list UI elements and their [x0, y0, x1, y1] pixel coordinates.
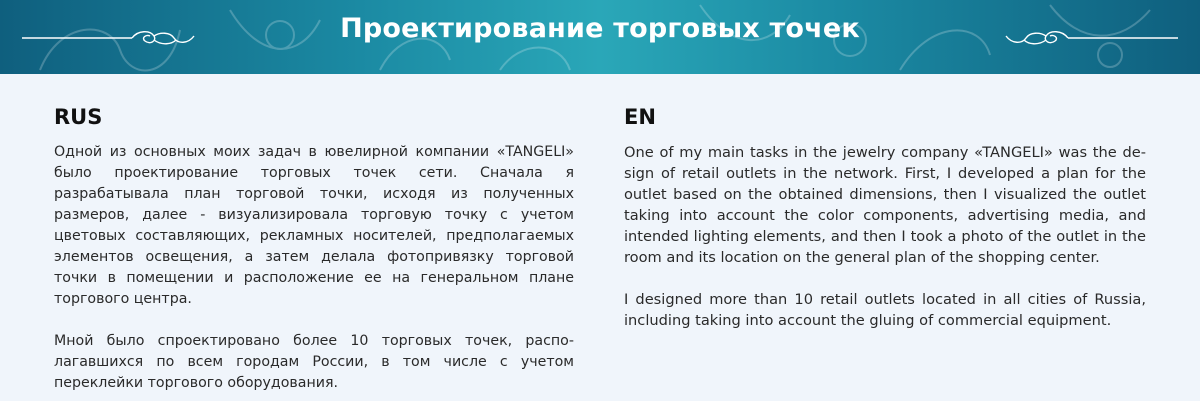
- page-title: Проектирование торговых точек: [340, 13, 860, 44]
- en-paragraph: I designed more than 10 retail outlets located in all cities of Russia, including taking into account the gluing of commercial equipment.: [624, 291, 1146, 329]
- en-column: [624, 104, 1146, 331]
- en-heading: EN: [624, 105, 656, 129]
- rus-paragraph: Мной было спроектировано более 10 торговых точек, располагавшихся по всем городам России, в том числе с учетом переклейки торгового оборудования.: [54, 333, 574, 391]
- en-paragraph: One of my main tasks in the jewelry company «TANGELI» was the design of retail outlets in the network. First, I developed a plan for the outlet based on the obtained dimensions, then I visualized the outlet taking into account the color components, advertising media, and intended lighting elements, and then I took a photo of the outlet in the room and its location on the general plan of the shopping center.: [624, 144, 1146, 266]
- rus-heading: RUS: [54, 105, 103, 129]
- flourish-right-icon: [998, 26, 1180, 50]
- rus-paragraph: Одной из основных моих задач в ювелирной компании «TANGELI» было проектирование торговых точек сети. Сначала я разрабатывала план торговой точки, исходя из полученных размеров, далее - визуализировала торговую точку с учетом цветовых составляющих, рекламных носителей, предполагаемых элементов освещения, а затем делала фотопривязку торговой точки в помещении и расположение ее на генеральном плане торгового центра.: [54, 144, 574, 307]
- header-banner: [0, 0, 1200, 74]
- rus-column: [54, 104, 574, 394]
